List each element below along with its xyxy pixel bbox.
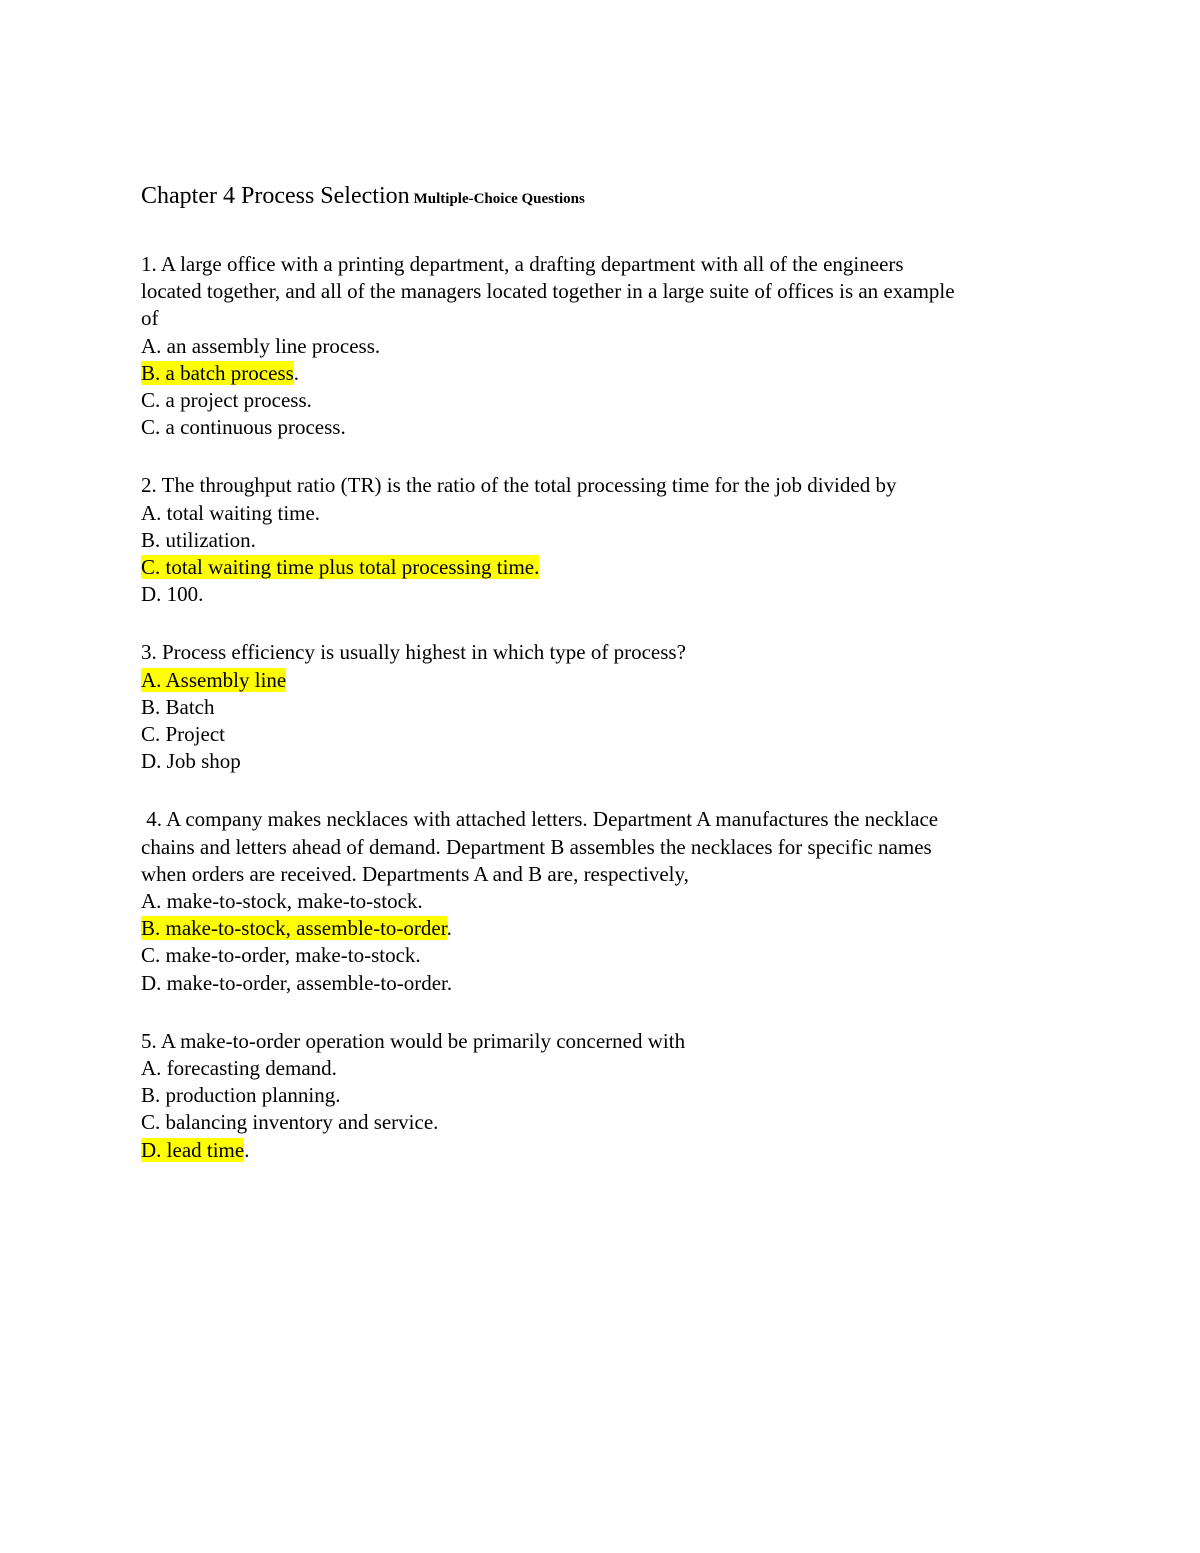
- answer-option: [141, 1082, 1071, 1109]
- answer-option-correct: [141, 360, 1071, 387]
- answer-option-label: D. lead time: [141, 1137, 245, 1162]
- answer-option-label: A. Assembly line: [141, 667, 287, 692]
- answer-option: [141, 500, 1071, 527]
- question-5: [141, 1028, 1071, 1164]
- answer-option-label: B. production planning.: [141, 1083, 341, 1108]
- answer-option-label: A. forecasting demand.: [141, 1056, 337, 1081]
- question-2: [141, 472, 1071, 608]
- answer-option-label: B. Batch: [141, 694, 215, 719]
- question-3: [141, 639, 1071, 775]
- question-stem-line: 4. A company makes necklaces with attached letters. Department A manufactures the necklace: [141, 807, 939, 832]
- answer-option-label: B. a batch process: [141, 360, 294, 385]
- answer-option: [141, 1055, 1071, 1082]
- question-1: [141, 251, 1071, 441]
- answer-option-label: A. an assembly line process.: [141, 333, 381, 358]
- question-stem-line: 1. A large office with a printing department, a drafting department with all of the engineers: [141, 252, 904, 276]
- question-stem-line: 2. The throughput ratio (TR) is the ratio of the total processing time for the job divided by: [141, 473, 897, 498]
- answer-option-label: C. make-to-order, make-to-stock.: [141, 943, 421, 968]
- question-stem-line: located together, and all of the managers located together in a large suite of offices is an example: [141, 279, 955, 304]
- question-list: [141, 251, 1071, 1164]
- answer-option-label: C. a project process.: [141, 388, 312, 413]
- answer-option: [141, 970, 1071, 997]
- answer-option-label: D. Job shop: [141, 749, 241, 774]
- answer-option: [141, 942, 1071, 969]
- question-stem-line: when orders are received. Departments A and B are, respectively,: [141, 861, 689, 886]
- answer-option: [141, 888, 1071, 915]
- answer-option-correct: [141, 667, 1071, 694]
- document-content: [141, 178, 1071, 1195]
- answer-option: [141, 748, 1071, 775]
- page-title: [141, 178, 1071, 217]
- answer-option-suffix: .: [293, 360, 300, 385]
- question-stem-line: chains and letters ahead of demand. Department B assembles the necklaces for specific names: [141, 834, 932, 859]
- answer-option: [141, 414, 1071, 441]
- answer-option-suffix: .: [446, 916, 452, 941]
- answer-option: [141, 581, 1071, 608]
- answer-option: [141, 527, 1071, 554]
- question-stem-line: of: [141, 306, 159, 331]
- question-stem-line: 3. Process efficiency is usually highest in which type of process?: [141, 640, 686, 665]
- answer-option-correct: [141, 554, 1071, 581]
- answer-option-label: D. 100.: [141, 582, 204, 607]
- answer-option: [141, 1109, 1071, 1136]
- answer-option: [141, 694, 1071, 721]
- answer-option-label: C. total waiting time plus total processing time.: [141, 555, 540, 580]
- answer-option-label: C. balancing inventory and service.: [141, 1110, 439, 1135]
- title-main: Chapter 4 Process Selection: [141, 183, 410, 209]
- answer-option: [141, 721, 1071, 748]
- answer-option: [141, 333, 1071, 360]
- answer-option-label: B. utilization.: [141, 527, 256, 552]
- answer-option-label: A. make-to-stock, make-to-stock.: [141, 889, 423, 914]
- answer-option-label: B. make-to-stock, assemble-to-order: [141, 916, 447, 941]
- answer-option-suffix: .: [244, 1137, 250, 1162]
- answer-option-correct: [141, 915, 1071, 942]
- answer-option-label: A. total waiting time.: [141, 500, 321, 525]
- answer-option-label: D. make-to-order, assemble-to-order.: [141, 970, 453, 995]
- question-stem-line: 5. A make-to-order operation would be primarily concerned with: [141, 1028, 686, 1053]
- question-4: [141, 806, 1071, 996]
- answer-option-correct: [141, 1137, 1071, 1164]
- answer-option-label: C. Project: [141, 722, 225, 747]
- answer-option-label: C. a continuous process.: [141, 415, 346, 440]
- answer-option: [141, 387, 1071, 414]
- title-sub: Multiple-Choice Questions: [413, 191, 585, 207]
